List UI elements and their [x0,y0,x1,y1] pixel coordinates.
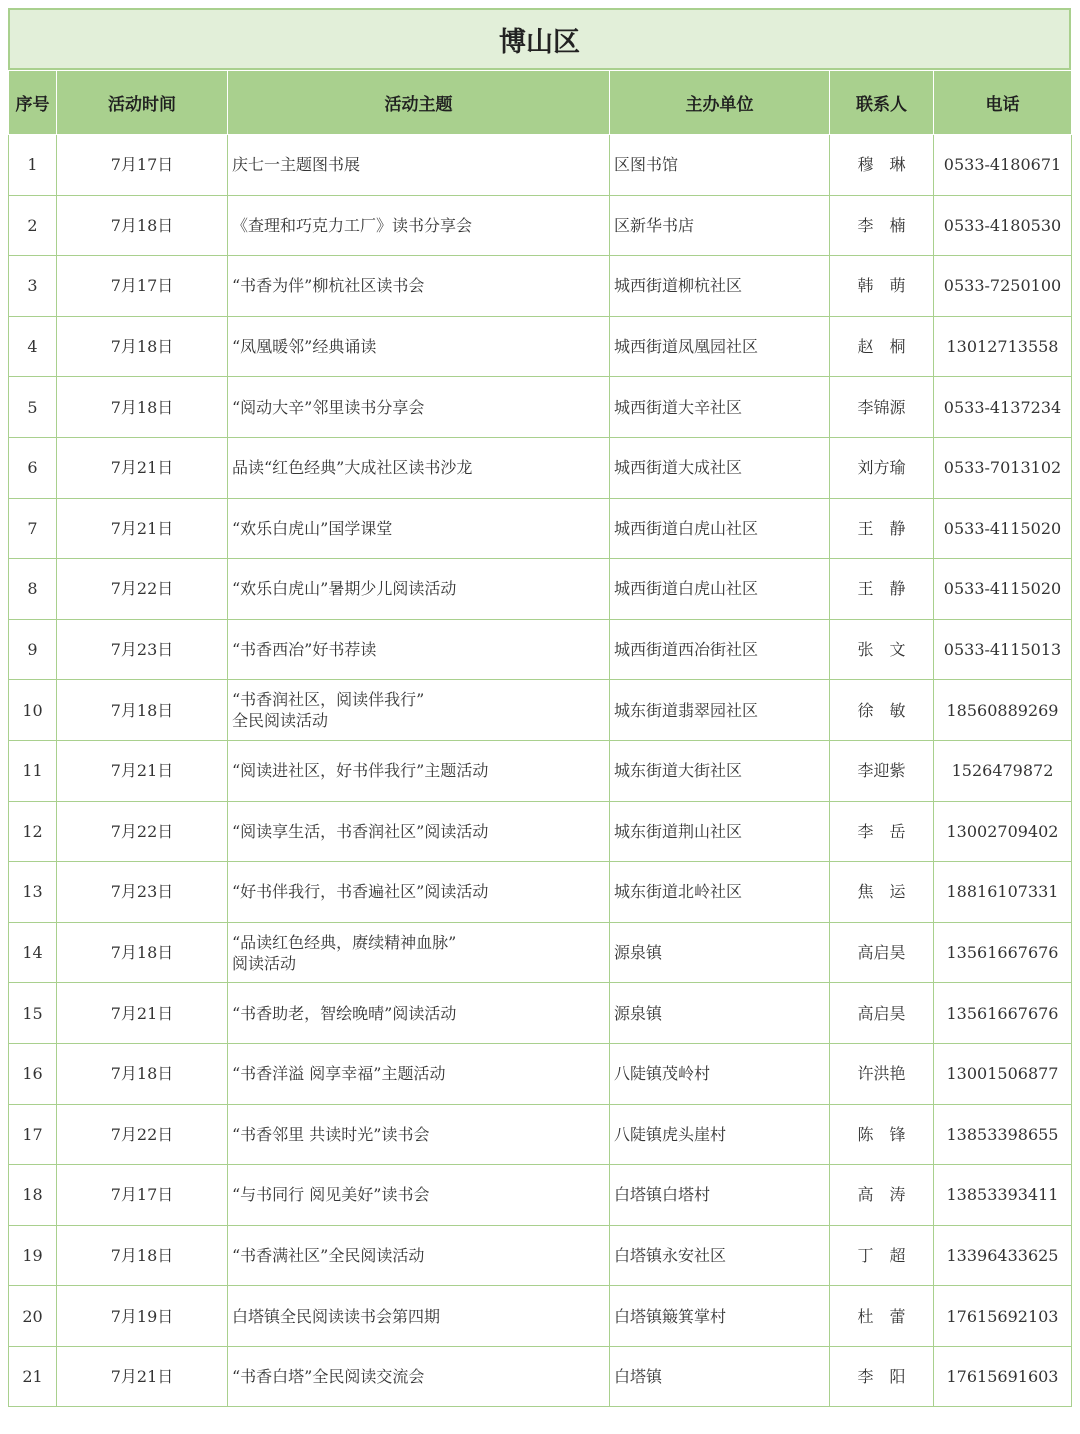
row-theme-cell: 品读“红色经典”大成社区读书沙龙 [228,437,610,498]
row-organizer-cell: 城西街道西冶街社区 [610,619,830,680]
row-organizer-cell: 区新华书店 [610,195,830,256]
row-phone-cell: 0533-4115013 [934,619,1072,680]
row-no-cell: 13 [9,862,57,923]
row-theme-cell [228,922,610,983]
row-no-cell: 15 [9,983,57,1044]
row-phone-cell: 13012713558 [934,316,1072,377]
row-organizer-cell: 城东街道大街社区 [610,740,830,801]
row-contact-cell: 韩 萌 [830,256,934,317]
row-phone-cell: 13001506877 [934,1043,1072,1104]
row-organizer-cell: 八陡镇虎头崖村 [610,1104,830,1165]
row-phone-cell: 1526479872 [934,740,1072,801]
row-theme-line-1: “书香润社区，阅读伴我行” [232,690,425,710]
row-organizer-cell: 城西街道白虎山社区 [610,498,830,559]
row-date-cell: 7月17日 [57,1165,228,1226]
row-date-cell: 7月18日 [57,1043,228,1104]
header-contact: 联系人 [830,71,934,135]
row-phone-cell: 0533-4180530 [934,195,1072,256]
table-row [9,256,1072,317]
row-phone-cell: 0533-4180671 [934,135,1072,196]
activity-table [8,70,1072,1407]
row-organizer-cell: 白塔镇 [610,1346,830,1407]
row-date-cell: 7月18日 [57,922,228,983]
row-no-cell: 16 [9,1043,57,1104]
row-date-cell: 7月22日 [57,801,228,862]
row-phone-cell: 13561667676 [934,922,1072,983]
row-date-cell: 7月21日 [57,1346,228,1407]
row-no-cell: 9 [9,619,57,680]
table-row [9,1104,1072,1165]
row-date-cell: 7月23日 [57,619,228,680]
row-organizer-cell: 城西街道柳杭社区 [610,256,830,317]
table-row [9,862,1072,923]
row-no-cell: 11 [9,740,57,801]
row-date-cell: 7月19日 [57,1286,228,1347]
row-no-cell: 7 [9,498,57,559]
row-no-cell: 2 [9,195,57,256]
row-date-cell: 7月23日 [57,862,228,923]
row-theme-cell: 白塔镇全民阅读读书会第四期 [228,1286,610,1347]
row-contact-cell: 杜 蕾 [830,1286,934,1347]
table-row [9,1286,1072,1347]
row-theme-cell [228,680,610,741]
row-phone-cell: 13853398655 [934,1104,1072,1165]
row-theme-cell: “欢乐白虎山”国学课堂 [228,498,610,559]
row-contact-cell: 许洪艳 [830,1043,934,1104]
table-row [9,135,1072,196]
row-contact-cell: 高启昊 [830,983,934,1044]
row-contact-cell: 赵 桐 [830,316,934,377]
row-theme-cell: “阅读进社区，好书伴我行”主题活动 [228,740,610,801]
table-row [9,377,1072,438]
row-theme-line-1: “品读红色经典，赓续精神血脉” [232,932,457,952]
row-theme-cell: “好书伴我行，书香遍社区”阅读活动 [228,862,610,923]
table-row [9,498,1072,559]
row-no-cell: 19 [9,1225,57,1286]
row-phone-cell: 0533-4115020 [934,498,1072,559]
row-no-cell: 20 [9,1286,57,1347]
row-contact-cell: 穆 琳 [830,135,934,196]
row-theme-cell: “书香西冶”好书荐读 [228,619,610,680]
row-theme-cell: “阅读享生活，书香润社区”阅读活动 [228,801,610,862]
row-no-cell: 6 [9,437,57,498]
row-contact-cell: 王 静 [830,559,934,620]
row-date-cell: 7月21日 [57,983,228,1044]
table-header-row [9,71,1072,135]
row-contact-cell: 李 楠 [830,195,934,256]
row-contact-cell: 李迎紫 [830,740,934,801]
header-date: 活动时间 [57,71,228,135]
row-date-cell: 7月17日 [57,256,228,317]
row-organizer-cell: 城西街道大辛社区 [610,377,830,438]
row-date-cell: 7月18日 [57,1225,228,1286]
table-row [9,437,1072,498]
header-no: 序号 [9,71,57,135]
row-organizer-cell: 城西街道白虎山社区 [610,559,830,620]
table-row [9,1346,1072,1407]
table-row [9,1165,1072,1226]
row-contact-cell: 高启昊 [830,922,934,983]
row-theme-cell: “欢乐白虎山”暑期少儿阅读活动 [228,559,610,620]
header-phone: 电话 [934,71,1072,135]
row-contact-cell: 李 岳 [830,801,934,862]
row-phone-cell: 0533-4137234 [934,377,1072,438]
row-theme-cell: “阅动大辛”邻里读书分享会 [228,377,610,438]
row-theme-cell: “书香助老，智绘晚晴”阅读活动 [228,983,610,1044]
row-theme-cell: “与书同行 阅见美好”读书会 [228,1165,610,1226]
row-no-cell: 3 [9,256,57,317]
row-organizer-cell: 城东街道北岭社区 [610,862,830,923]
row-theme-cell: 《查理和巧克力工厂》读书分享会 [228,195,610,256]
row-organizer-cell: 源泉镇 [610,983,830,1044]
row-theme-cell: 庆七一主题图书展 [228,135,610,196]
row-date-cell: 7月18日 [57,680,228,741]
row-phone-cell: 17615691603 [934,1346,1072,1407]
table-row [9,1043,1072,1104]
row-contact-cell: 王 静 [830,498,934,559]
table-row [9,195,1072,256]
table-row [9,983,1072,1044]
row-theme-line-2: 阅读活动 [232,953,297,973]
row-theme-line-2: 全民阅读活动 [232,711,329,731]
table-row [9,922,1072,983]
row-no-cell: 14 [9,922,57,983]
row-date-cell: 7月22日 [57,1104,228,1165]
row-organizer-cell: 城东街道荆山社区 [610,801,830,862]
row-no-cell: 5 [9,377,57,438]
row-phone-cell: 0533-4115020 [934,559,1072,620]
row-organizer-cell: 源泉镇 [610,922,830,983]
row-phone-cell: 0533-7250100 [934,256,1072,317]
row-contact-cell: 李 阳 [830,1346,934,1407]
row-contact-cell: 徐 敏 [830,680,934,741]
row-contact-cell: 李锦源 [830,377,934,438]
row-organizer-cell: 城西街道凤凰园社区 [610,316,830,377]
row-date-cell: 7月18日 [57,195,228,256]
sheet-title: 博山区 [8,8,1071,70]
row-phone-cell: 18560889269 [934,680,1072,741]
row-no-cell: 21 [9,1346,57,1407]
row-phone-cell: 13561667676 [934,983,1072,1044]
table-row [9,740,1072,801]
table-row [9,680,1072,741]
row-phone-cell: 17615692103 [934,1286,1072,1347]
row-contact-cell: 高 涛 [830,1165,934,1226]
row-no-cell: 1 [9,135,57,196]
row-phone-cell: 18816107331 [934,862,1072,923]
row-theme-cell: “书香白塔”全民阅读交流会 [228,1346,610,1407]
table-body [9,135,1072,1407]
row-organizer-cell: 白塔镇永安社区 [610,1225,830,1286]
row-contact-cell: 陈 锋 [830,1104,934,1165]
table-row [9,619,1072,680]
row-organizer-cell: 城西街道大成社区 [610,437,830,498]
row-no-cell: 12 [9,801,57,862]
row-organizer-cell: 白塔镇簸箕掌村 [610,1286,830,1347]
row-organizer-cell: 区图书馆 [610,135,830,196]
row-contact-cell: 刘方瑜 [830,437,934,498]
row-phone-cell: 13002709402 [934,801,1072,862]
row-date-cell: 7月18日 [57,316,228,377]
row-phone-cell: 13396433625 [934,1225,1072,1286]
table-row [9,559,1072,620]
row-no-cell: 17 [9,1104,57,1165]
row-phone-cell: 13853393411 [934,1165,1072,1226]
district-activity-sheet [8,8,1071,1407]
row-theme-cell: “书香邻里 共读时光”读书会 [228,1104,610,1165]
header-theme: 活动主题 [228,71,610,135]
row-theme-cell: “书香满社区”全民阅读活动 [228,1225,610,1286]
row-no-cell: 4 [9,316,57,377]
row-phone-cell: 0533-7013102 [934,437,1072,498]
row-contact-cell: 张 文 [830,619,934,680]
row-organizer-cell: 八陡镇茂岭村 [610,1043,830,1104]
row-no-cell: 10 [9,680,57,741]
row-contact-cell: 丁 超 [830,1225,934,1286]
row-theme-cell: “凤凰暖邻”经典诵读 [228,316,610,377]
row-no-cell: 8 [9,559,57,620]
row-no-cell: 18 [9,1165,57,1226]
row-theme-cell: “书香为伴”柳杭社区读书会 [228,256,610,317]
row-date-cell: 7月21日 [57,498,228,559]
row-contact-cell: 焦 运 [830,862,934,923]
row-date-cell: 7月18日 [57,377,228,438]
table-row [9,801,1072,862]
row-theme-cell: “书香洋溢 阅享幸福”主题活动 [228,1043,610,1104]
row-date-cell: 7月17日 [57,135,228,196]
header-organizer: 主办单位 [610,71,830,135]
table-row [9,316,1072,377]
row-date-cell: 7月22日 [57,559,228,620]
table-row [9,1225,1072,1286]
row-date-cell: 7月21日 [57,740,228,801]
row-date-cell: 7月21日 [57,437,228,498]
row-organizer-cell: 白塔镇白塔村 [610,1165,830,1226]
row-organizer-cell: 城东街道翡翠园社区 [610,680,830,741]
